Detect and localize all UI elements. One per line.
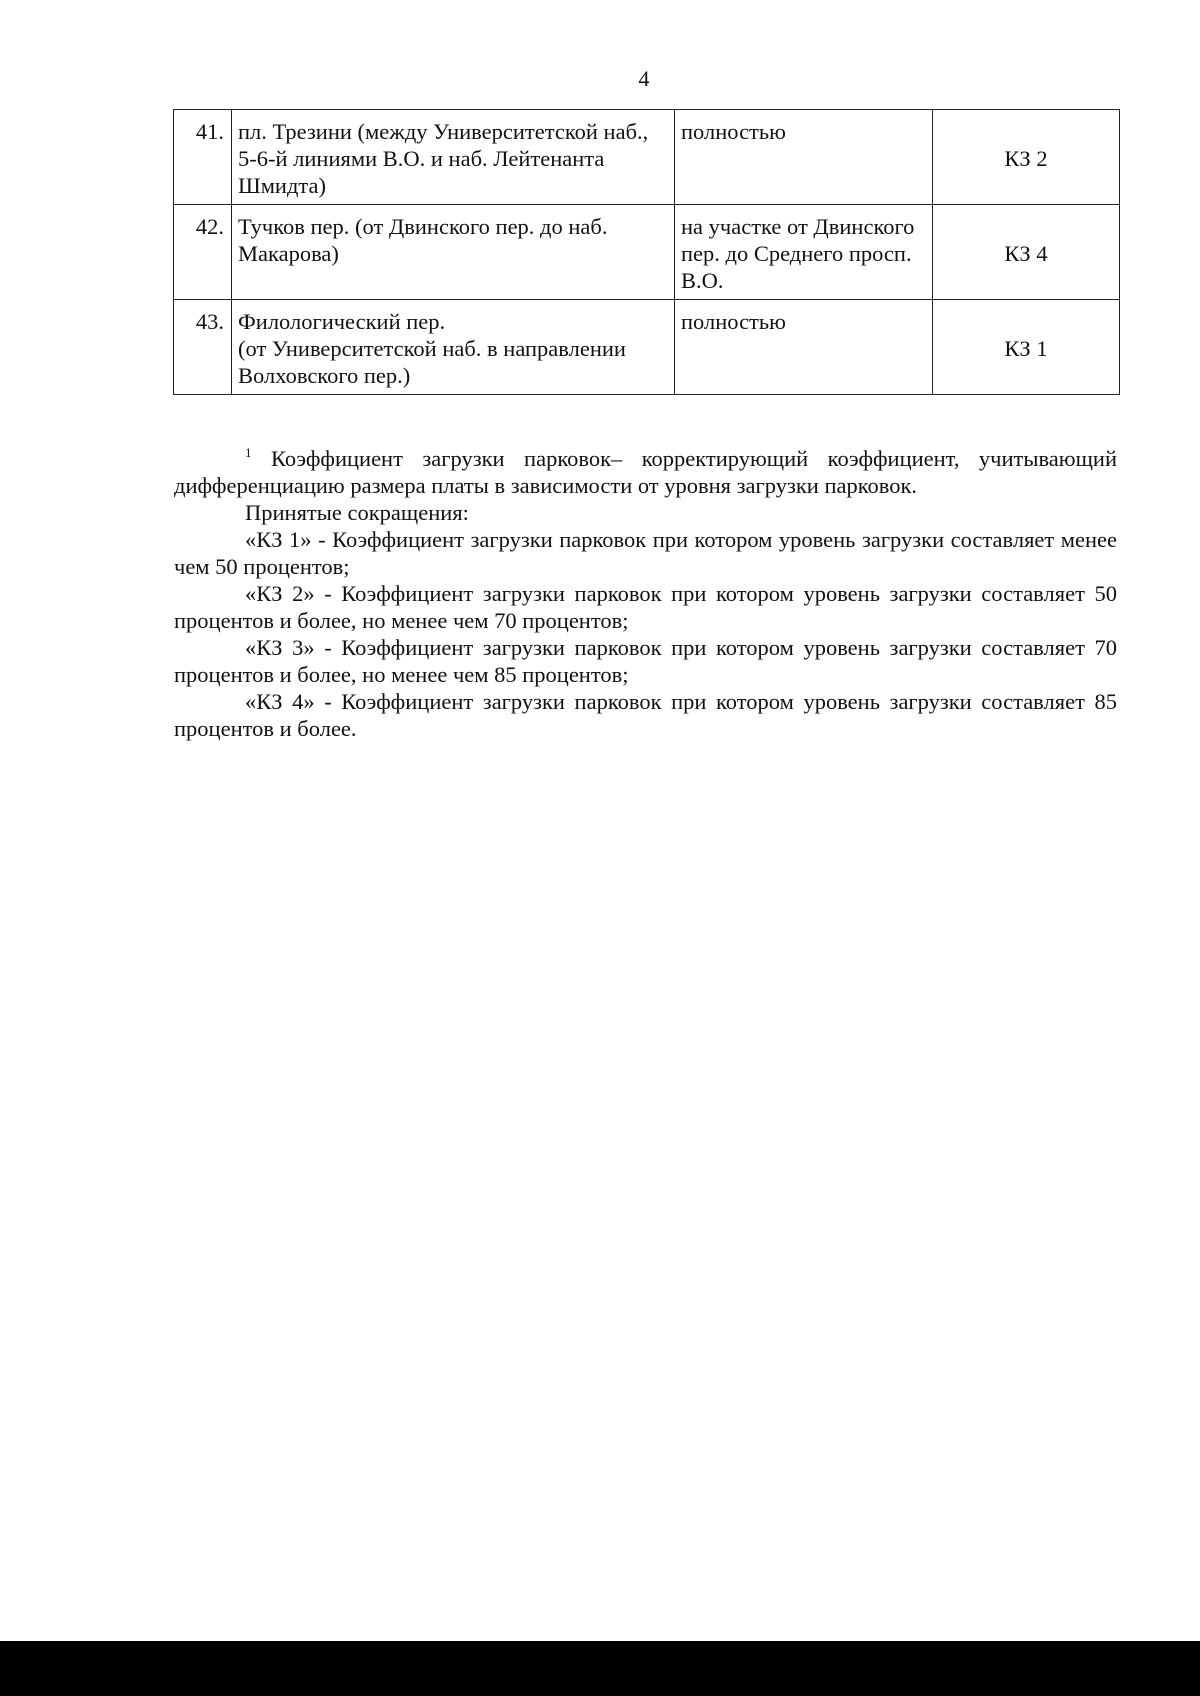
street-name: Филологический пер.	[238, 309, 446, 334]
footnote	[174, 445, 1117, 499]
footnote-mark: 1	[245, 445, 252, 460]
street-name: Тучков пер. (от Двинского пер. до наб. Макарова)	[232, 205, 675, 300]
row-number: 41.	[174, 110, 232, 205]
footnotes-section	[174, 445, 1117, 742]
street-extent: полностью	[675, 300, 933, 395]
page-number: 4	[638, 66, 650, 91]
table-row	[174, 110, 1120, 205]
scan-bottom-border	[0, 1641, 1200, 1696]
streets-table	[173, 109, 1120, 395]
load-coefficient: КЗ 1	[933, 300, 1120, 395]
row-number: 42.	[174, 205, 232, 300]
abbreviation-kz4: «КЗ 4» - Коэффициент загрузки парковок при котором уровень загрузки составляет 85 процентов и более.	[174, 689, 1117, 741]
load-coefficient: КЗ 2	[933, 110, 1120, 205]
street-name: пл. Трезини (между Университетской наб., 5-6-й линиями В.О. и наб. Лейтенанта Шмидта)	[232, 110, 675, 205]
abbreviations-heading: Принятые сокращения:	[245, 500, 469, 525]
street-cell	[232, 300, 675, 395]
abbreviation-kz3: «КЗ 3» - Коэффициент загрузки парковок при котором уровень загрузки составляет 70 процентов и более, но менее чем 85 процентов;	[174, 635, 1117, 687]
load-coefficient: КЗ 4	[933, 205, 1120, 300]
table-row	[174, 205, 1120, 300]
abbreviation-kz2: «КЗ 2» - Коэффициент загрузки парковок при котором уровень загрузки составляет 50 процентов и более, но менее чем 70 процентов;	[174, 581, 1117, 633]
street-extent: полностью	[675, 110, 933, 205]
row-number: 43.	[174, 300, 232, 395]
street-name-detail: (от Университетской наб. в направлении Волховского пер.)	[238, 336, 626, 388]
abbreviation-kz1: «КЗ 1» - Коэффициент загрузки парковок при котором уровень загрузки составляет менее чем 50 процентов;	[174, 527, 1117, 579]
footnote-text: Коэффициент загрузки парковок– корректирующий коэффициент, учитывающий дифференциацию размера платы в зависимости от уровня загрузки парковок.	[174, 446, 1118, 498]
table-row	[174, 300, 1120, 395]
street-extent: на участке от Двинского пер. до Среднего просп. В.О.	[675, 205, 933, 300]
